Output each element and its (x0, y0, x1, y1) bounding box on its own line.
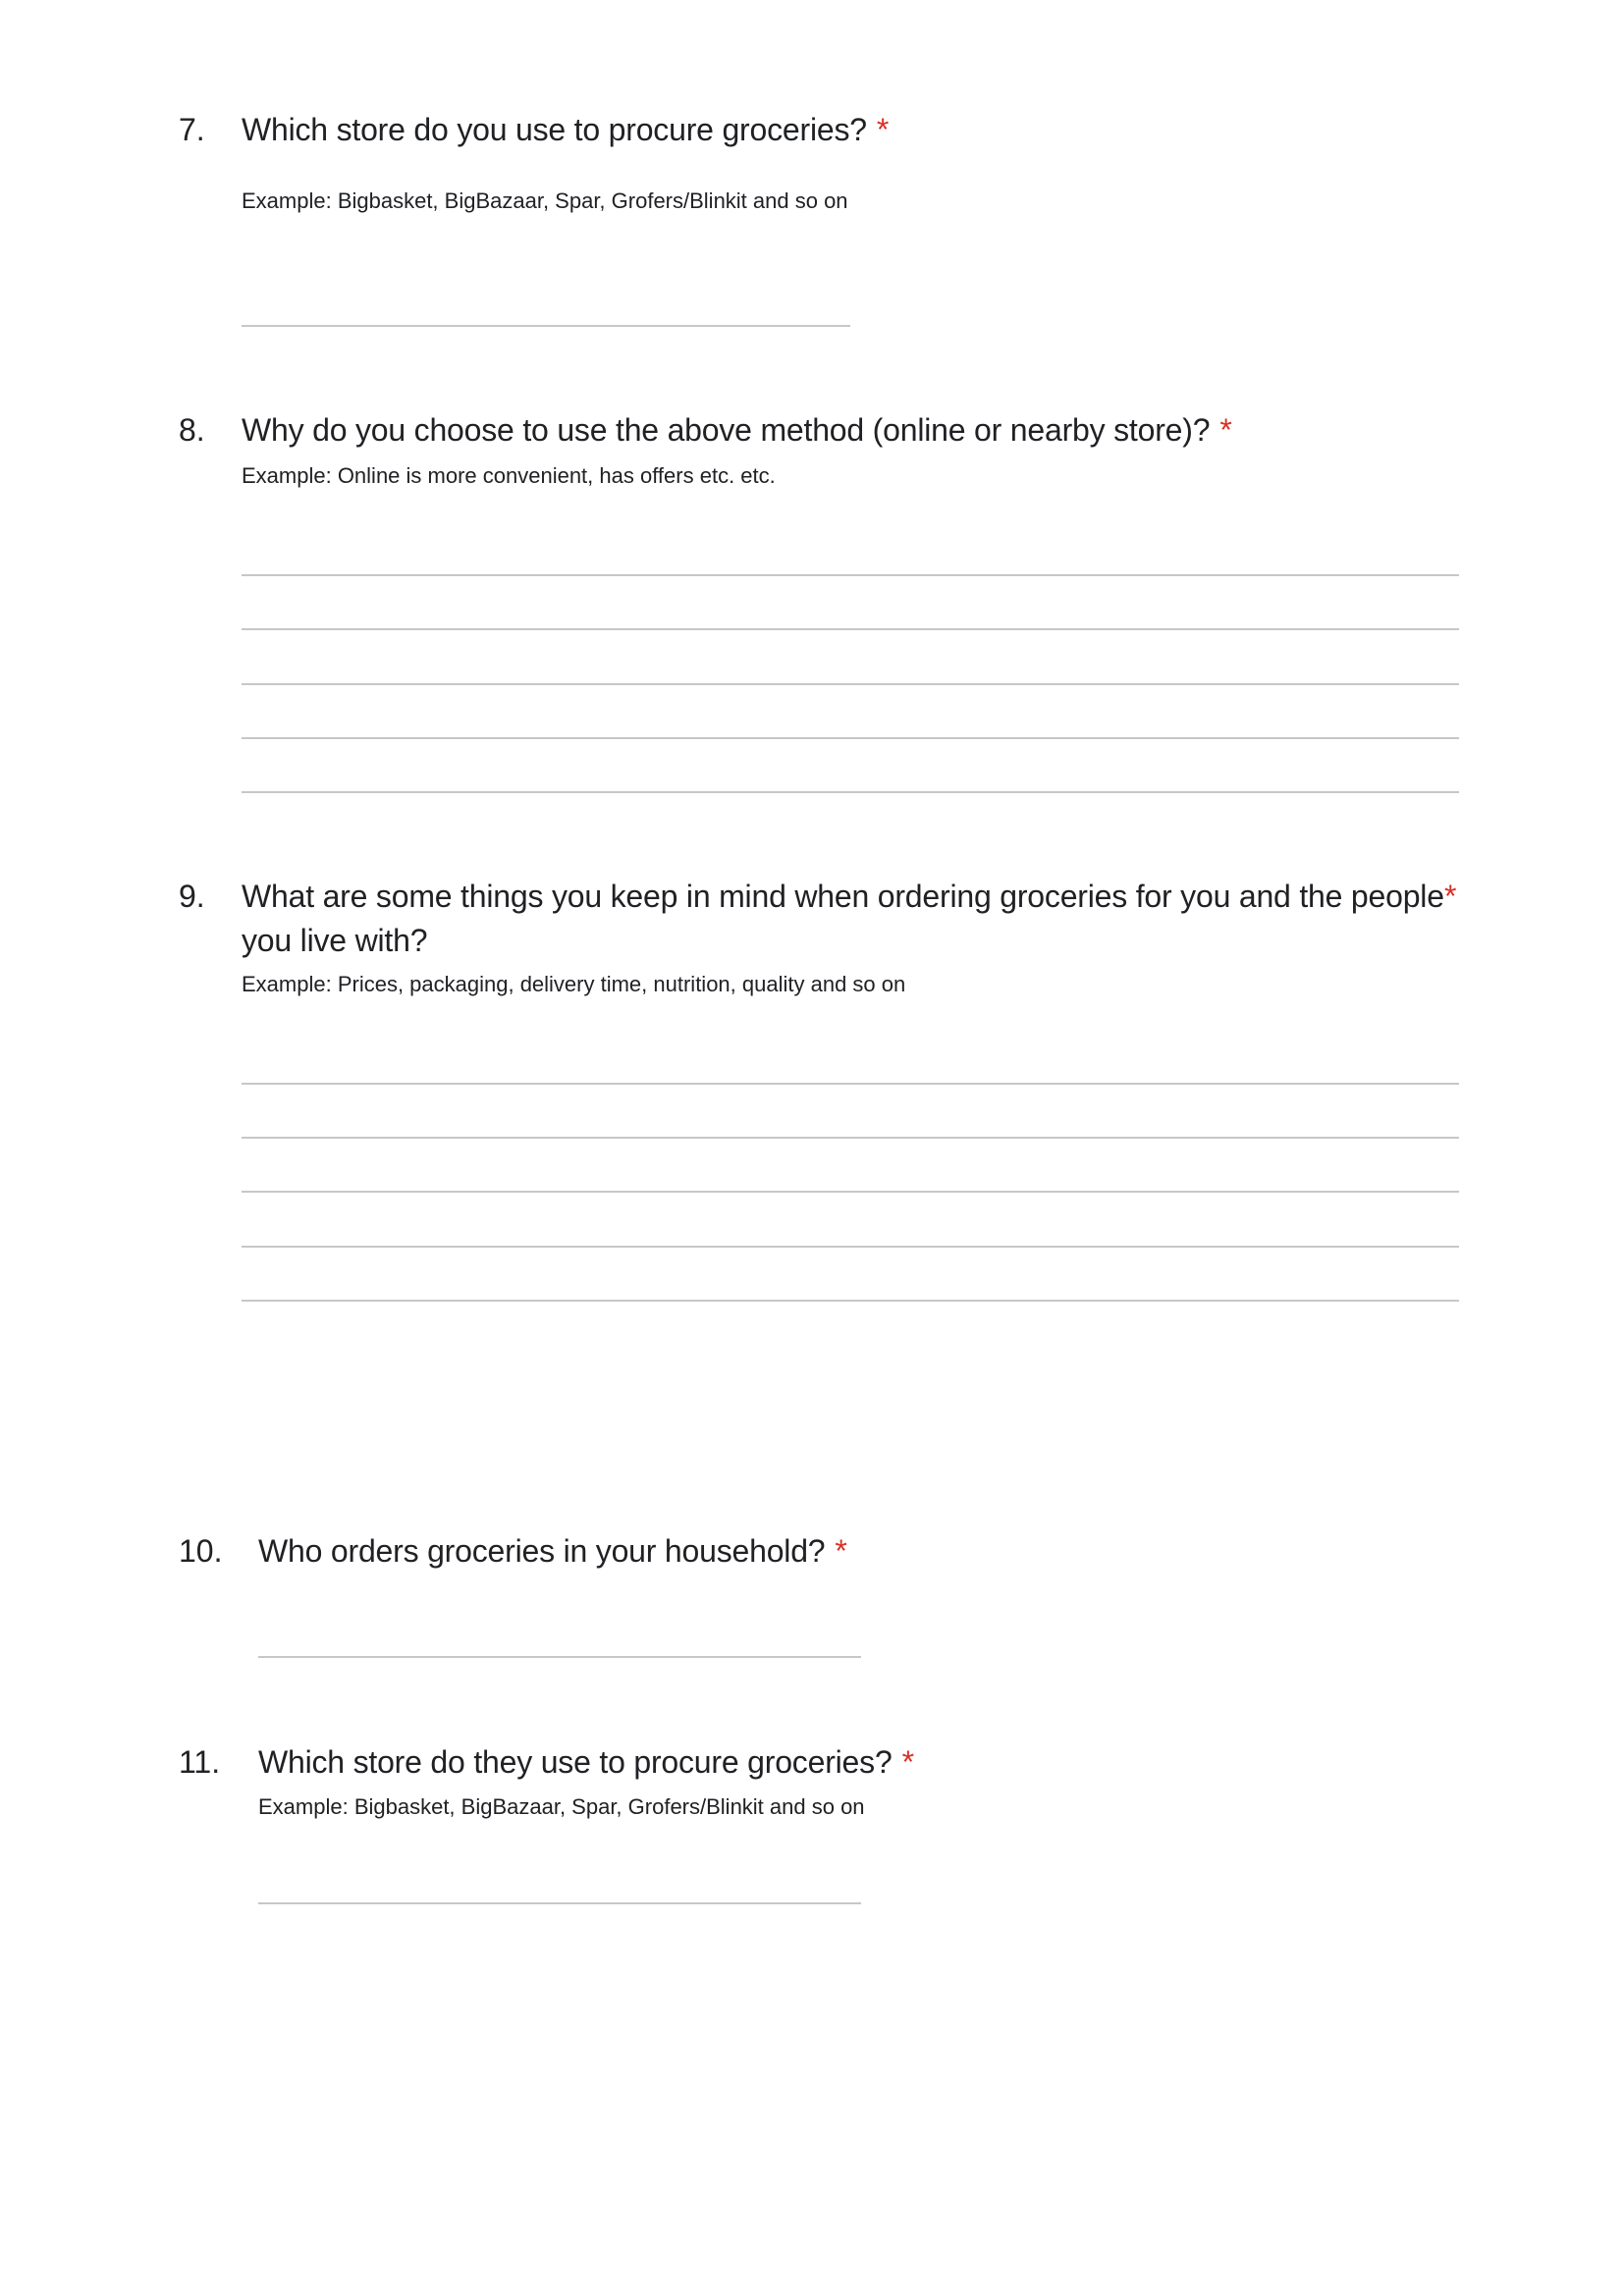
question-number: 8. (179, 412, 205, 448)
question-title (242, 107, 889, 152)
question-title-text: What are some things you keep in mind when ordering groceries for you and the people (242, 879, 1444, 914)
short-answer-line[interactable] (258, 1656, 861, 1658)
required-asterisk: * (1219, 412, 1232, 448)
answer-line (242, 1300, 1459, 1302)
question-title-line-1 (242, 874, 1444, 919)
question-number: 10. (179, 1533, 223, 1569)
answer-line (242, 1246, 1459, 1248)
question-number: 11. (179, 1744, 221, 1780)
question-help-text: Example: Prices, packaging, delivery time, nutrition, quality and so on (242, 972, 906, 996)
answer-line (242, 1083, 1459, 1085)
question-title-text: Which store do they use to procure groceries? (258, 1744, 893, 1780)
question-title (258, 1528, 847, 1574)
answer-line (242, 628, 1459, 630)
question-title (242, 407, 1232, 453)
question-number: 7. (179, 112, 205, 147)
short-answer-line[interactable] (242, 325, 850, 327)
required-asterisk: * (1444, 879, 1457, 914)
required-asterisk: * (835, 1533, 847, 1569)
question-title-text: Which store do you use to procure groceries? (242, 112, 867, 147)
answer-line (242, 1191, 1459, 1193)
required-asterisk: * (901, 1744, 914, 1780)
question-title-text: Why do you choose to use the above method (online or nearby store)? (242, 412, 1211, 448)
answer-line (242, 737, 1459, 739)
required-asterisk: * (876, 112, 890, 147)
question-title-text: Who orders groceries in your household? (258, 1533, 826, 1569)
question-title (258, 1739, 914, 1785)
question-help-text: Example: Bigbasket, BigBazaar, Spar, Grofers/Blinkit and so on (258, 1794, 865, 1819)
answer-line (242, 683, 1459, 685)
question-title-line-2: you live with? (242, 923, 428, 958)
question-help-text: Example: Online is more convenient, has offers etc. etc. (242, 463, 776, 488)
answer-line (242, 1137, 1459, 1139)
short-answer-line[interactable] (258, 1902, 861, 1904)
question-number: 9. (179, 879, 205, 914)
question-help-text: Example: Bigbasket, BigBazaar, Spar, Grofers/Blinkit and so on (242, 188, 848, 213)
answer-line (242, 574, 1459, 576)
answer-line (242, 791, 1459, 793)
